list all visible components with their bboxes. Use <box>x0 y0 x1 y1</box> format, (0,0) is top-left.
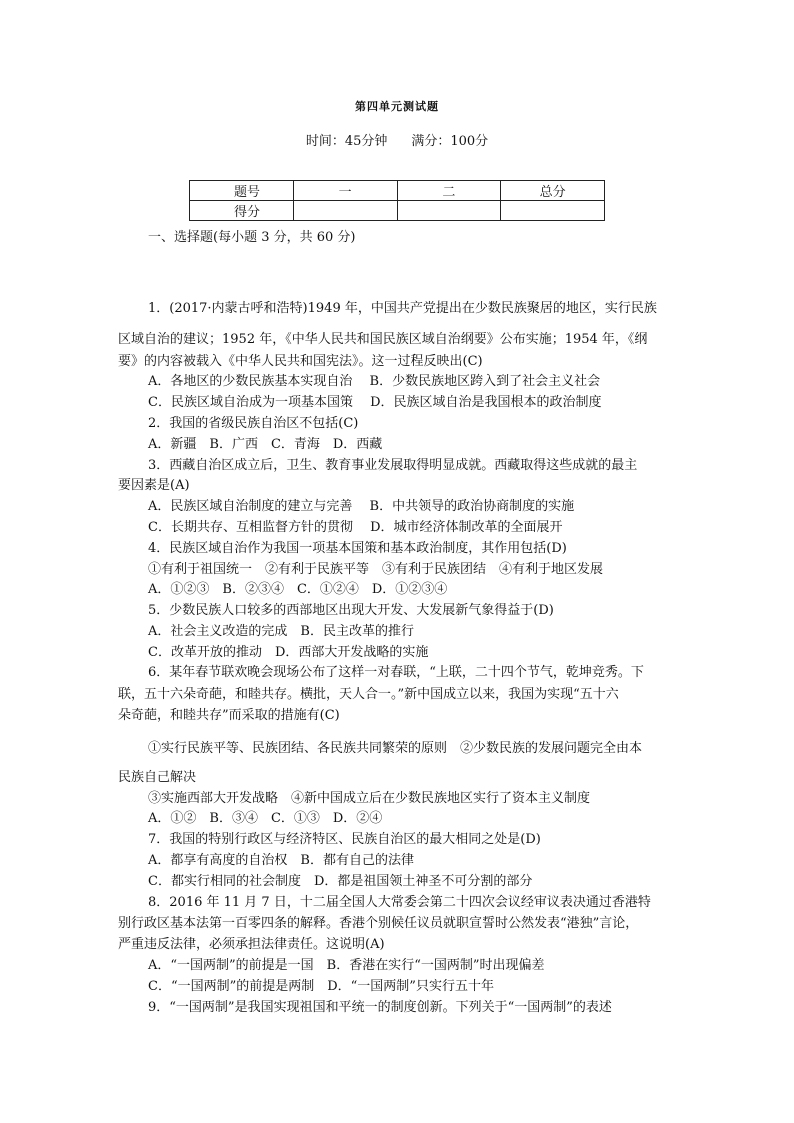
option-line: A．①② B．③④ C．①③ D．②④ <box>148 811 383 826</box>
score-cell <box>397 201 501 221</box>
score-cell <box>501 201 605 221</box>
question-line: 严重违反法律，必须承担法律责任。这说明(A) <box>118 937 385 952</box>
option-line: A．社会主义改造的完成 B．民主改革的推行 <box>148 624 414 639</box>
score-table-header-cell: 二 <box>397 181 501 201</box>
question-line: 要因素是(A) <box>118 478 190 493</box>
question-line: 4．民族区域自治作为我国一项基本国策和基本政治制度，其作用包括(D) <box>148 541 567 556</box>
exam-meta <box>0 130 794 149</box>
option-line: C．都实行相同的社会制度 D．都是祖国领土神圣不可分割的部分 <box>148 874 533 889</box>
option-line: A．各地区的少数民族基本实现自治 B．少数民族地区跨入到了社会主义社会 <box>148 374 601 389</box>
option-line: A．新疆 B．广西 C．青海 D．西藏 <box>148 437 383 452</box>
option-line: A．①②③ B．②③④ C．①②④ D．①②③④ <box>148 582 448 597</box>
question-line: 区域自治的建议；1952 年，《中华人民共和国民族区域自治纲要》公布实施；1954 年，《纲 <box>118 332 648 347</box>
option-line: A．民族区域自治制度的建立与完善 B．中共领导的政治协商制度的实施 <box>148 499 575 514</box>
option-line: C．民族区域自治成为一项基本国策 D．民族区域自治是我国根本的政治制度 <box>148 395 602 410</box>
score-table <box>189 180 605 221</box>
score-table-header-cell: 一 <box>293 181 397 201</box>
option-line: ①实行民族平等、民族团结、各民族共同繁荣的原则 ②少数民族的发展问题完全由本 <box>148 741 643 756</box>
score-table-header-cell: 题号 <box>190 181 294 201</box>
page-title: 第四单元测试题 <box>355 100 439 113</box>
question-line: 8．2016 年 11 月 7 日，十二届全国人大常委会第二十四次会议经审议表决通过香港特 <box>148 895 651 910</box>
option-line: A．“一国两制”的前提是一国 B．香港在实行“一国两制”时出现偏差 <box>148 958 545 973</box>
question-line: 2．我国的省级民族自治区不包括(C) <box>148 416 359 431</box>
question-line: 7．我国的特别行政区与经济特区、民族自治区的最大相同之处是(D) <box>148 832 541 847</box>
question-line: 6．某年春节联欢晚会现场公布了这样一对春联，“上联，二十四个节气，乾坤竞秀。下 <box>148 665 644 680</box>
time-limit: 时间：45分钟 <box>305 134 388 149</box>
question-line: 联，五十六朵奇葩，和睦共存。横批，天人合一。”新中国成立以来，我国为实现“五十六 <box>118 687 619 702</box>
score-cell <box>293 201 397 221</box>
question-line: 1．(2017·内蒙古呼和浩特)1949 年，中国共产党提出在少数民族聚居的地区，实行民族 <box>148 301 657 316</box>
section-heading: 一、选择题(每小题 3 分，共 60 分) <box>148 230 356 245</box>
score-row-label: 得分 <box>190 201 294 221</box>
full-score: 满分：100分 <box>411 134 489 149</box>
question-line: 3．西藏自治区成立后，卫生、教育事业发展取得明显成就。西藏取得这些成就的最主 <box>148 458 638 473</box>
option-line: C．改革开放的推动 D．西部大开发战略的实施 <box>148 645 429 660</box>
option-line: ①有利于祖国统一 ②有利于民族平等 ③有利于民族团结 ④有利于地区发展 <box>148 562 604 577</box>
question-line: 5．少数民族人口较多的西部地区出现大开发、大发展新气象得益于(D) <box>148 603 554 618</box>
question-line: 9．“一国两制”是我国实现祖国和平统一的制度创新。下列关于“一国两制”的表述 <box>148 1000 612 1015</box>
option-line: 民族自己解决 <box>118 770 197 785</box>
option-line: ③实施西部大开发战略 ④新中国成立后在少数民族地区实行了资本主义制度 <box>148 791 591 806</box>
option-line: A．都享有高度的自治权 B．都有自己的法律 <box>148 853 414 868</box>
question-line: 朵奇葩，和睦共存”而采取的措施有(C) <box>118 708 340 723</box>
option-line: C．长期共存、互相监督方针的贯彻 D．城市经济体制改革的全面展开 <box>148 520 563 535</box>
question-line: 要》的内容被载入《中华人民共和国宪法》。这一过程反映出(C) <box>118 354 483 369</box>
option-line: C．“一国两制”的前提是两制 D．“一国两制”只实行五十年 <box>148 979 494 994</box>
question-line: 别行政区基本法第一百零四条的解释。香港个别候任议员就职宣誓时公然发表“港独”言论， <box>118 916 639 931</box>
score-table-header-cell: 总分 <box>501 181 605 201</box>
